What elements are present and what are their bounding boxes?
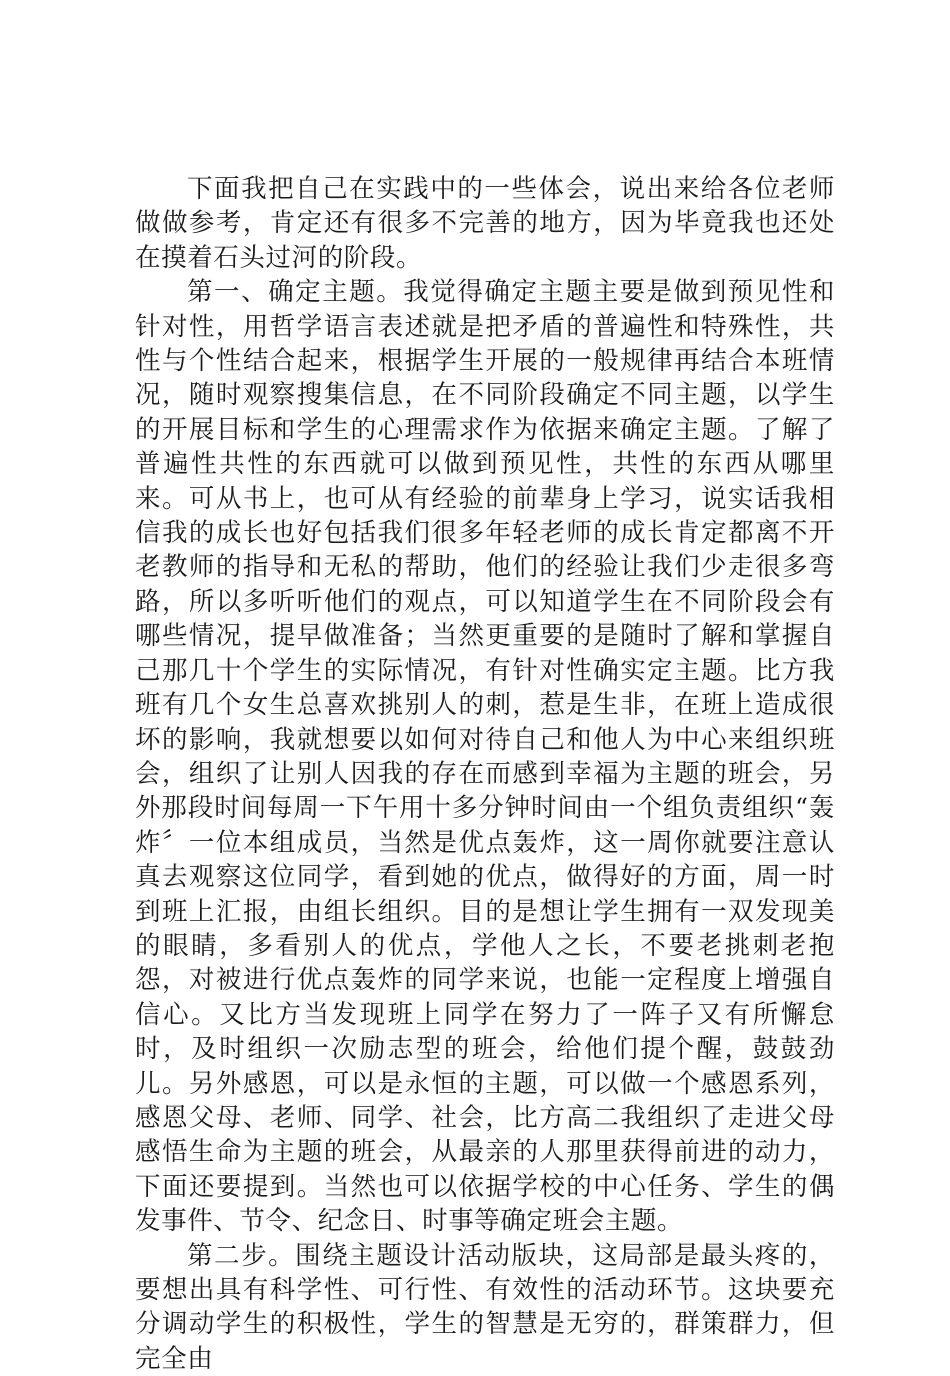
paragraph-intro: 下面我把自己在实践中的一些体会，说出来给各位老师做做参考，肯定还有很多不完善的地方，因为毕竟我也还处在摸着石头过河的阶段。 — [135, 174, 835, 273]
paragraph-step-two: 第二步。围绕主题设计活动版块，这局部是最头疼的，要想出具有科学性、可行性、有效性的活动环节。这块要充分调动学生的积极性，学生的智慧是无穷的，群策群力，但完全由 — [135, 1240, 835, 1374]
document-body — [135, 172, 835, 1376]
paragraph-step-one: 第一、确定主题。我觉得确定主题主要是做到预见性和针对性，用哲学语言表述就是把矛盾的普遍性和特殊性，共性与个性结合起来，根据学生开展的一般规律再结合本班情况，随时观察搜集信息，在不同阶段确定不同主题，以学生的开展目标和学生的心理需求作为依据来确定主题。了解了普遍性共性的东西就可以做到预见性，共性的东西从哪里来。可从书上，也可从有经验的前辈身上学习，说实话我相信我的成长也好包括我们很多年轻老师的成长肯定都离不开老教师的指导和无私的帮助，他们的经验让我们少走很多弯路，所以多听听他们的观点，可以知道学生在不同阶段会有哪些情况，提早做准备；当然更重要的是随时了解和掌握自己那几十个学生的实际情况，有针对性确实定主题。比方我班有几个女生总喜欢挑别人的刺，惹是生非，在班上造成很坏的影响，我就想要以如何对待自己和他人为中心来组织班会，组织了让别人因我的存在而感到幸福为主题的班会，另外那段时间每周一下午用十多分钟时间由一个组负责组织“轰炸〞一位本组成员，当然是优点轰炸，这一周你就要注意认真去观察这位同学，看到她的优点，做得好的方面，周一时到班上汇报，由组长组织。目的是想让学生拥有一双发现美的眼睛，多看别人的优点，学他人之长，不要老挑刺老抱怨，对被进行优点轰炸的同学来说，也能一定程度上增强自信心。又比方当发现班上同学在努力了一阵子又有所懈怠时，及时组织一次励志型的班会，给他们提个醒，鼓鼓劲儿。另外感恩，可以是永恒的主题，可以做一个感恩系列，感恩父母、老师、同学、社会，比方高二我组织了走进父母感悟生命为主题的班会，从最亲的人那里获得前进的动力，下面还要提到。当然也可以依据学校的中心任务、学生的偶发事件、节令、纪念日、时事等确定班会主题。 — [135, 277, 835, 1237]
